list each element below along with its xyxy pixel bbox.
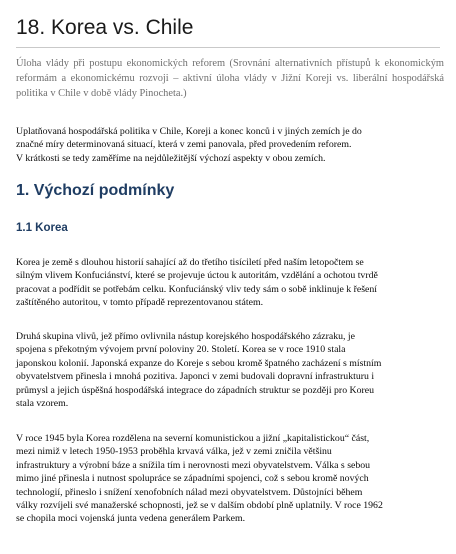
paragraph-line: stala vzorem.: [16, 398, 69, 410]
page-title: 18. Korea vs. Chile: [16, 16, 194, 39]
paragraph-line: infrastruktury a výrobní báze a snížila tím i nerovnosti mezi obyvatelstvem. Válka s sebou: [16, 459, 371, 471]
intro-line: Uplatňovaná hospodářská politika v Chile, Koreji a konec konců i v jiných zemích je do: [16, 126, 362, 137]
body-paragraph: [16, 432, 448, 526]
paragraph-line: Druhá skupina vlivů, jež přímo ovlivnila nástup korejského hospodářského zázraku, je: [16, 331, 355, 342]
paragraph-line: se chopila moci vojenská junta vedena generálem Parkem.: [16, 513, 246, 525]
paragraph-line: japonskou kolonií. Japonská expanze do Koreje s sebou kromě špatného zacházení s místním: [16, 357, 382, 369]
intro-paragraph: [16, 125, 444, 165]
paragraph-line: mezi nimiž v letech 1950-1953 proběhla krvavá válka, jež v zemi zničila většinu: [16, 446, 332, 458]
page-subtitle: Úloha vlády při postupu ekonomických reforem (Srovnání alternativních přístupů k ekonomickým reformám a ekonomickému rozvoji – aktivní úloha vlády v Jižní Koreji vs. liberální hospodářská politika v Chile v době vlády Pinocheta.): [16, 58, 444, 99]
paragraph-line: pracovat a podřídit se potřebám celku. Konfuciánský vliv tedy sám o sobě inklinuje k řešení: [16, 283, 378, 295]
title-divider: [16, 47, 440, 48]
paragraph-line: technologií, přineslo i snížení xenofobních nálad mezi obyvatelstvem. Důstojníci během: [16, 486, 363, 498]
paragraph-line: zaštítěného autoritou, v tomto případě reprezentovanou státem.: [16, 297, 264, 309]
paragraph-line: mimo jiné přinesla i nutnost spolupráce se západními spojenci, což s sebou kromě nových: [16, 473, 369, 485]
paragraph-line: průmysl a jejich úspěšná hospodářská integrace do západních struktur se později pro Koreu: [16, 384, 375, 396]
paragraph-line: obyvatelstvem přinesla i mnohá pozitiva. Japonci v zemi budovali dopravní infrastrukturu i: [16, 371, 375, 383]
paragraph-line: Korea je země s dlouhou historií sahající až do třetího tisíciletí před naším letopočtem se: [16, 257, 364, 268]
paragraph-line: silným vlivem Konfuciánství, které se projevuje úctou k autoritám, vzdělání a ochotou tvrdě: [16, 270, 378, 282]
intro-line: V krátkosti se tedy zaměříme na nejdůležitější výchozí aspekty v obou zemích.: [16, 152, 326, 164]
intro-line: značné míry determinovaná situací, která v zemi panovala, před provedením reforem.: [16, 139, 352, 151]
body-paragraph: [16, 256, 448, 310]
subsection-heading: 1.1 Korea: [16, 222, 68, 234]
body-paragraph: [16, 330, 448, 410]
paragraph-line: spojena s překotným vývojem první poloviny 20. Století. Korea se v roce 1910 stala: [16, 344, 346, 356]
paragraph-line: V roce 1945 byla Korea rozdělena na severní komunistickou a jižní „kapitalistickou“ část,: [16, 433, 370, 444]
paragraph-line: války rozvíjeli své manažerské schopnosti, jež se v dalším období plně uplatnily. V roce 1962: [16, 500, 383, 512]
section-heading: 1. Výchozí podmínky: [16, 182, 175, 199]
